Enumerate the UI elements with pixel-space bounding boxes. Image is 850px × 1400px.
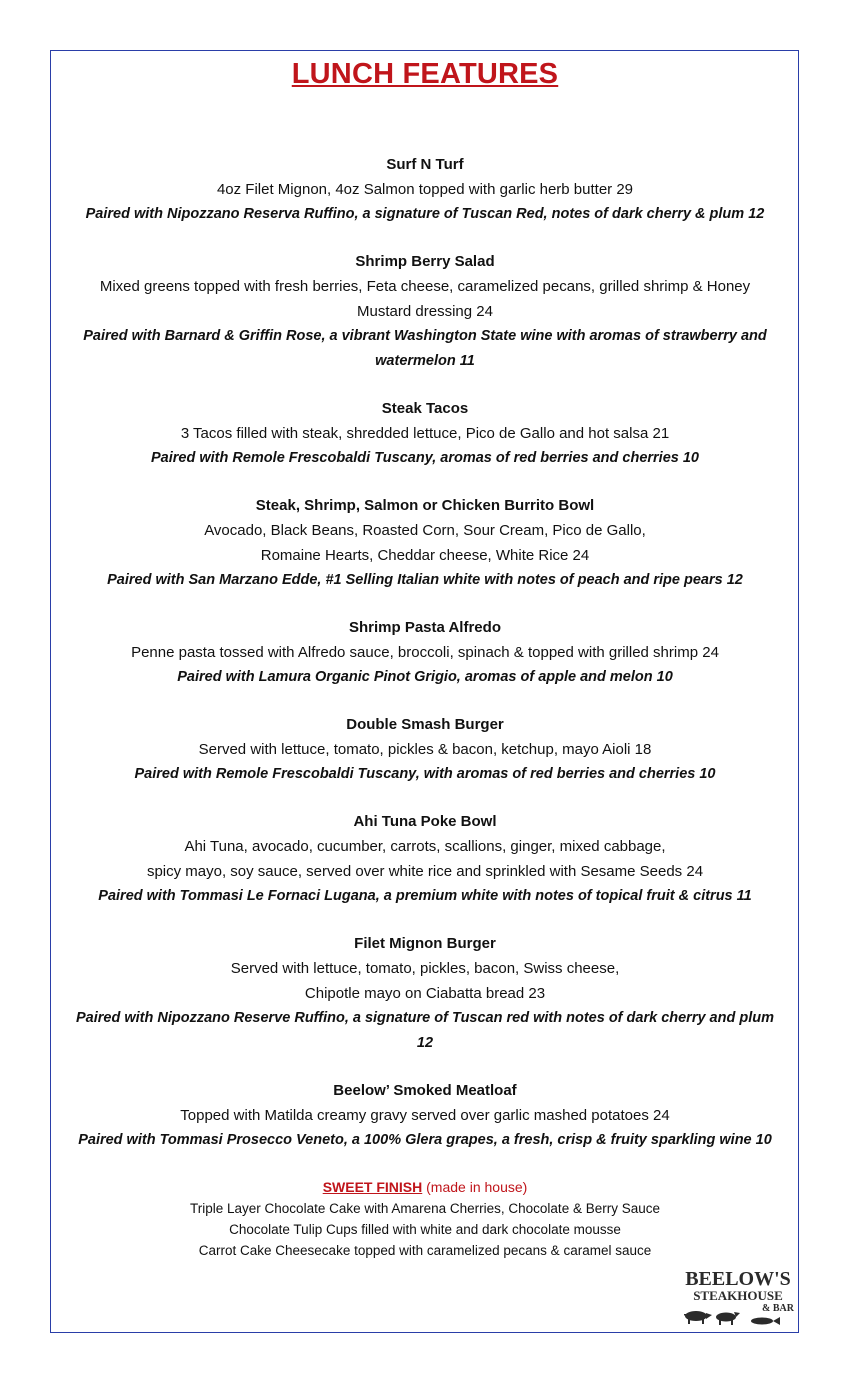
menu-item <box>58 713 792 787</box>
wine-pairing-line: Paired with Remole Frescobaldi Tuscany, aromas of red berries and cherries 10 <box>151 450 699 466</box>
wine-pairing-line: Paired with Tommasi Prosecco Veneto, a 100% Glera grapes, a fresh, crisp & fruity sparkling wine 10 <box>78 1132 772 1148</box>
menu-item-description <box>58 421 792 446</box>
menu-item-description <box>58 518 792 568</box>
menu-item <box>58 397 792 471</box>
menu-item <box>58 250 792 374</box>
menu-item-description-line: Avocado, Black Beans, Roasted Corn, Sour Cream, Pico de Gallo, <box>204 522 646 539</box>
dessert-item: Carrot Cake Cheesecake topped with caramelized pecans & caramel sauce <box>198 1243 652 1258</box>
menu-item-pairing <box>58 665 792 690</box>
menu-item-description <box>58 1103 792 1128</box>
menu-item-description <box>58 274 792 324</box>
sweet-finish-note: (made in house) <box>422 1179 528 1195</box>
dessert-item: Chocolate Tulip Cups filled with white and dark chocolate mousse <box>229 1222 621 1237</box>
menu-item-name: Ahi Tuna Poke Bowl <box>353 813 497 830</box>
menu-item-pairing <box>58 324 792 374</box>
restaurant-logo <box>674 1266 802 1328</box>
menu-item <box>58 810 792 909</box>
menu-item <box>58 616 792 690</box>
wine-pairing-line: Paired with Remole Frescobaldi Tuscany, with aromas of red berries and cherries 10 <box>134 766 716 782</box>
menu-item-description <box>58 956 792 1006</box>
sweet-finish-heading: SWEET FINISH <box>322 1179 423 1195</box>
logo-line-3: & BAR <box>762 1303 794 1314</box>
menu-item-name: Surf N Turf <box>386 156 464 173</box>
menu-item-description-line: spicy mayo, soy sauce, served over white rice and sprinkled with Sesame Seeds 24 <box>146 863 704 880</box>
menu-item-description-line: Mustard dressing 24 <box>357 303 493 320</box>
wine-pairing-line: Paired with Lamura Organic Pinot Grigio, aromas of apple and melon 10 <box>177 669 673 685</box>
pig-icon <box>684 1311 712 1324</box>
wine-pairing-line: watermelon 11 <box>375 353 475 369</box>
menu-item-pairing <box>58 884 792 909</box>
menu-item-name: Beelow’ Smoked Meatloaf <box>333 1082 517 1099</box>
wine-pairing-line: Paired with Nipozzano Reserva Ruffino, a signature of Tuscan Red, notes of dark cherry & plum 12 <box>85 206 765 222</box>
menu-item <box>58 494 792 593</box>
menu-item-description <box>58 834 792 884</box>
menu-item-description <box>58 640 792 665</box>
wine-pairing-line: Paired with Nipozzano Reserve Ruffino, a signature of Tuscan red with notes of dark cherry and plum <box>75 1010 774 1026</box>
menu-item <box>58 932 792 1056</box>
menu-item-pairing <box>58 446 792 471</box>
menu-item-description-line: Served with lettuce, tomato, pickles & bacon, ketchup, mayo Aioli 18 <box>198 741 652 758</box>
menu-item-name: Shrimp Pasta Alfredo <box>349 619 501 636</box>
menu-item-description-line: 4oz Filet Mignon, 4oz Salmon topped with garlic herb butter 29 <box>216 181 634 198</box>
menu-item-description-line: Chipotle mayo on Ciabatta bread 23 <box>304 985 546 1002</box>
sweet-finish-heading-row <box>58 1176 792 1198</box>
menu-item-description-line: Served with lettuce, tomato, pickles, bacon, Swiss cheese, <box>230 960 620 977</box>
wine-pairing-line: Paired with Barnard & Griffin Rose, a vibrant Washington State wine with aromas of strawberry and <box>83 328 767 344</box>
menu-item-pairing <box>58 568 792 593</box>
fish-icon <box>751 1317 780 1325</box>
wine-pairing-line: Paired with Tommasi Le Fornaci Lugana, a premium white with notes of topical fruit & citrus 11 <box>98 888 752 904</box>
menu-item-description <box>58 737 792 762</box>
menu-item-name: Shrimp Berry Salad <box>355 253 495 270</box>
menu-item-description-line: Romaine Hearts, Cheddar cheese, White Rice 24 <box>260 547 590 564</box>
menu-item-name: Double Smash Burger <box>346 716 504 733</box>
menu-item-description-line: Ahi Tuna, avocado, cucumber, carrots, scallions, ginger, mixed cabbage, <box>184 838 666 855</box>
menu-item-description-line: Topped with Matilda creamy gravy served over garlic mashed potatoes 24 <box>180 1107 670 1124</box>
logo-graphic <box>674 1266 802 1328</box>
menu-item-name: Steak, Shrimp, Salmon or Chicken Burrito Bowl <box>255 497 595 514</box>
menu-item-name: Filet Mignon Burger <box>354 935 496 952</box>
menu-item-pairing <box>58 1128 792 1153</box>
menu-item-description <box>58 177 792 202</box>
logo-line-2: STEAKHOUSE <box>693 1288 783 1303</box>
bull-icon <box>716 1312 740 1325</box>
menu-list <box>58 153 792 1261</box>
menu-item-pairing <box>58 762 792 787</box>
menu-item-description-line: Penne pasta tossed with Alfredo sauce, broccoli, spinach & topped with grilled shrimp 24 <box>131 644 719 661</box>
wine-pairing-line: Paired with San Marzano Edde, #1 Selling Italian white with notes of peach and ripe pears 12 <box>107 572 743 588</box>
dessert-item: Triple Layer Chocolate Cake with Amarena Cherries, Chocolate & Berry Sauce <box>190 1201 660 1216</box>
menu-item-description-line: 3 Tacos filled with steak, shredded lettuce, Pico de Gallo and hot salsa 21 <box>180 425 670 442</box>
menu-item-name: Steak Tacos <box>381 400 469 417</box>
menu-item <box>58 1079 792 1153</box>
logo-line-1: BEELOW'S <box>685 1268 791 1290</box>
menu-item-pairing <box>58 202 792 227</box>
menu-item <box>58 153 792 227</box>
page-title: LUNCH FEATURES <box>291 58 559 90</box>
wine-pairing-line: 12 <box>416 1035 434 1051</box>
sweet-finish-section <box>58 1176 792 1261</box>
menu-item-pairing <box>58 1006 792 1056</box>
menu-item-description-line: Mixed greens topped with fresh berries, Feta cheese, caramelized pecans, grilled shrimp & Honey <box>99 278 751 295</box>
